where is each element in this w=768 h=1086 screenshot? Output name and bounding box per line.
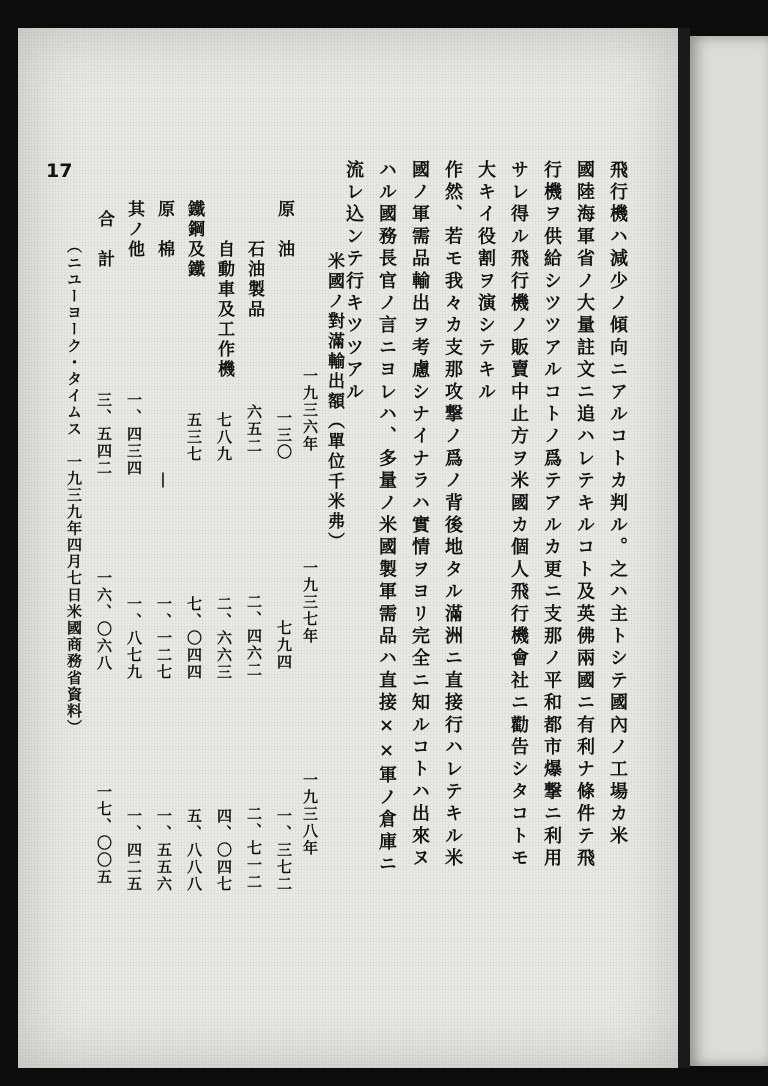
table-cell: 五、八八八: [185, 808, 203, 893]
table-cell: 一、三七二: [275, 808, 293, 893]
page-number: 17: [46, 160, 73, 182]
table-cell: 一六、〇六八: [95, 570, 113, 672]
row-label: 原 棉: [154, 200, 174, 260]
table-cell: |: [154, 470, 172, 490]
paragraph-line: 大キイ役割ヲ演シテキル: [475, 160, 496, 405]
paragraph-line: 流レ込ンテ行キツツアル: [343, 160, 364, 405]
paragraph-line: 作然、若モ我々カ支那攻撃ノ爲ノ背後地タル滿洲ニ直接行ハレテキル米: [442, 160, 463, 871]
source-note: （ニユーヨーク・タイムス 一九三九年四月七日米國商務省資料）: [65, 238, 83, 736]
table-cell: 七、〇四四: [185, 596, 203, 681]
row-label: 自動車及工作機: [214, 240, 234, 380]
row-label: 石油製品: [244, 240, 264, 320]
table-cell: 五三七: [185, 412, 203, 463]
row-label: 其ノ他: [124, 200, 144, 260]
table-cell: 一、五五六: [155, 808, 173, 893]
row-label: 原 油: [274, 200, 294, 260]
table-cell: 一、八七九: [125, 596, 143, 681]
paragraph-line: 國ノ軍需品輸出ヲ考慮シナイナラハ實情ヲヨリ完全ニ知ルコトハ出來ヌ: [409, 160, 430, 871]
table-cell: 一、四三四: [125, 392, 143, 477]
paragraph-line: ハル國務長官ノ言ニヨレハ、多量ノ米國製軍需品ハ直接××軍ノ倉庫ニ: [376, 160, 397, 877]
table-cell: 四、〇四七: [215, 808, 233, 893]
table-title: 米國ノ對滿輸出額（單位千米弗）: [324, 252, 344, 552]
year-header: 一九三六年: [301, 368, 319, 453]
paragraph-line: 國陸海軍省ノ大量註文ニ追ハレテキルコト及英佛兩國ニ有利ナ條件テ飛: [574, 160, 595, 871]
row-label: 鐵鋼及鐵: [184, 200, 204, 280]
table-cell: 一、四二五: [125, 808, 143, 893]
table-cell: 一三〇: [275, 410, 293, 461]
book-spine: [678, 28, 690, 1068]
facing-page-edge: [690, 36, 768, 1066]
table-cell: 二、四六二: [245, 594, 263, 679]
table-cell: 六五二: [245, 404, 263, 455]
table-cell: 一七、〇〇五: [95, 784, 113, 886]
table-cell: 七九四: [275, 620, 293, 671]
table-cell: 二、七一二: [245, 806, 263, 891]
table-cell: 七八九: [215, 412, 233, 463]
table-cell: 一、一二七: [155, 596, 173, 681]
table-cell: 二、六六三: [215, 596, 233, 681]
paragraph-line: サレ得ル飛行機ノ販賣中止方ヲ米國カ個人飛行機會社ニ勸告シタコトモ: [508, 160, 529, 871]
row-label: 合 計: [94, 210, 114, 270]
year-header: 一九三七年: [301, 560, 319, 645]
paragraph-line: 行機ヲ供給シツツアルコトノ爲テアルカ更ニ支那ノ平和都市爆撃ニ利用: [541, 160, 562, 871]
year-header: 一九三八年: [301, 772, 319, 857]
paragraph-line: 飛行機ハ減少ノ傾向ニアルコトカ判ル。之ハ主トシテ國內ノ工場カ米: [607, 160, 628, 849]
table-cell: 三、五四二: [95, 392, 113, 477]
